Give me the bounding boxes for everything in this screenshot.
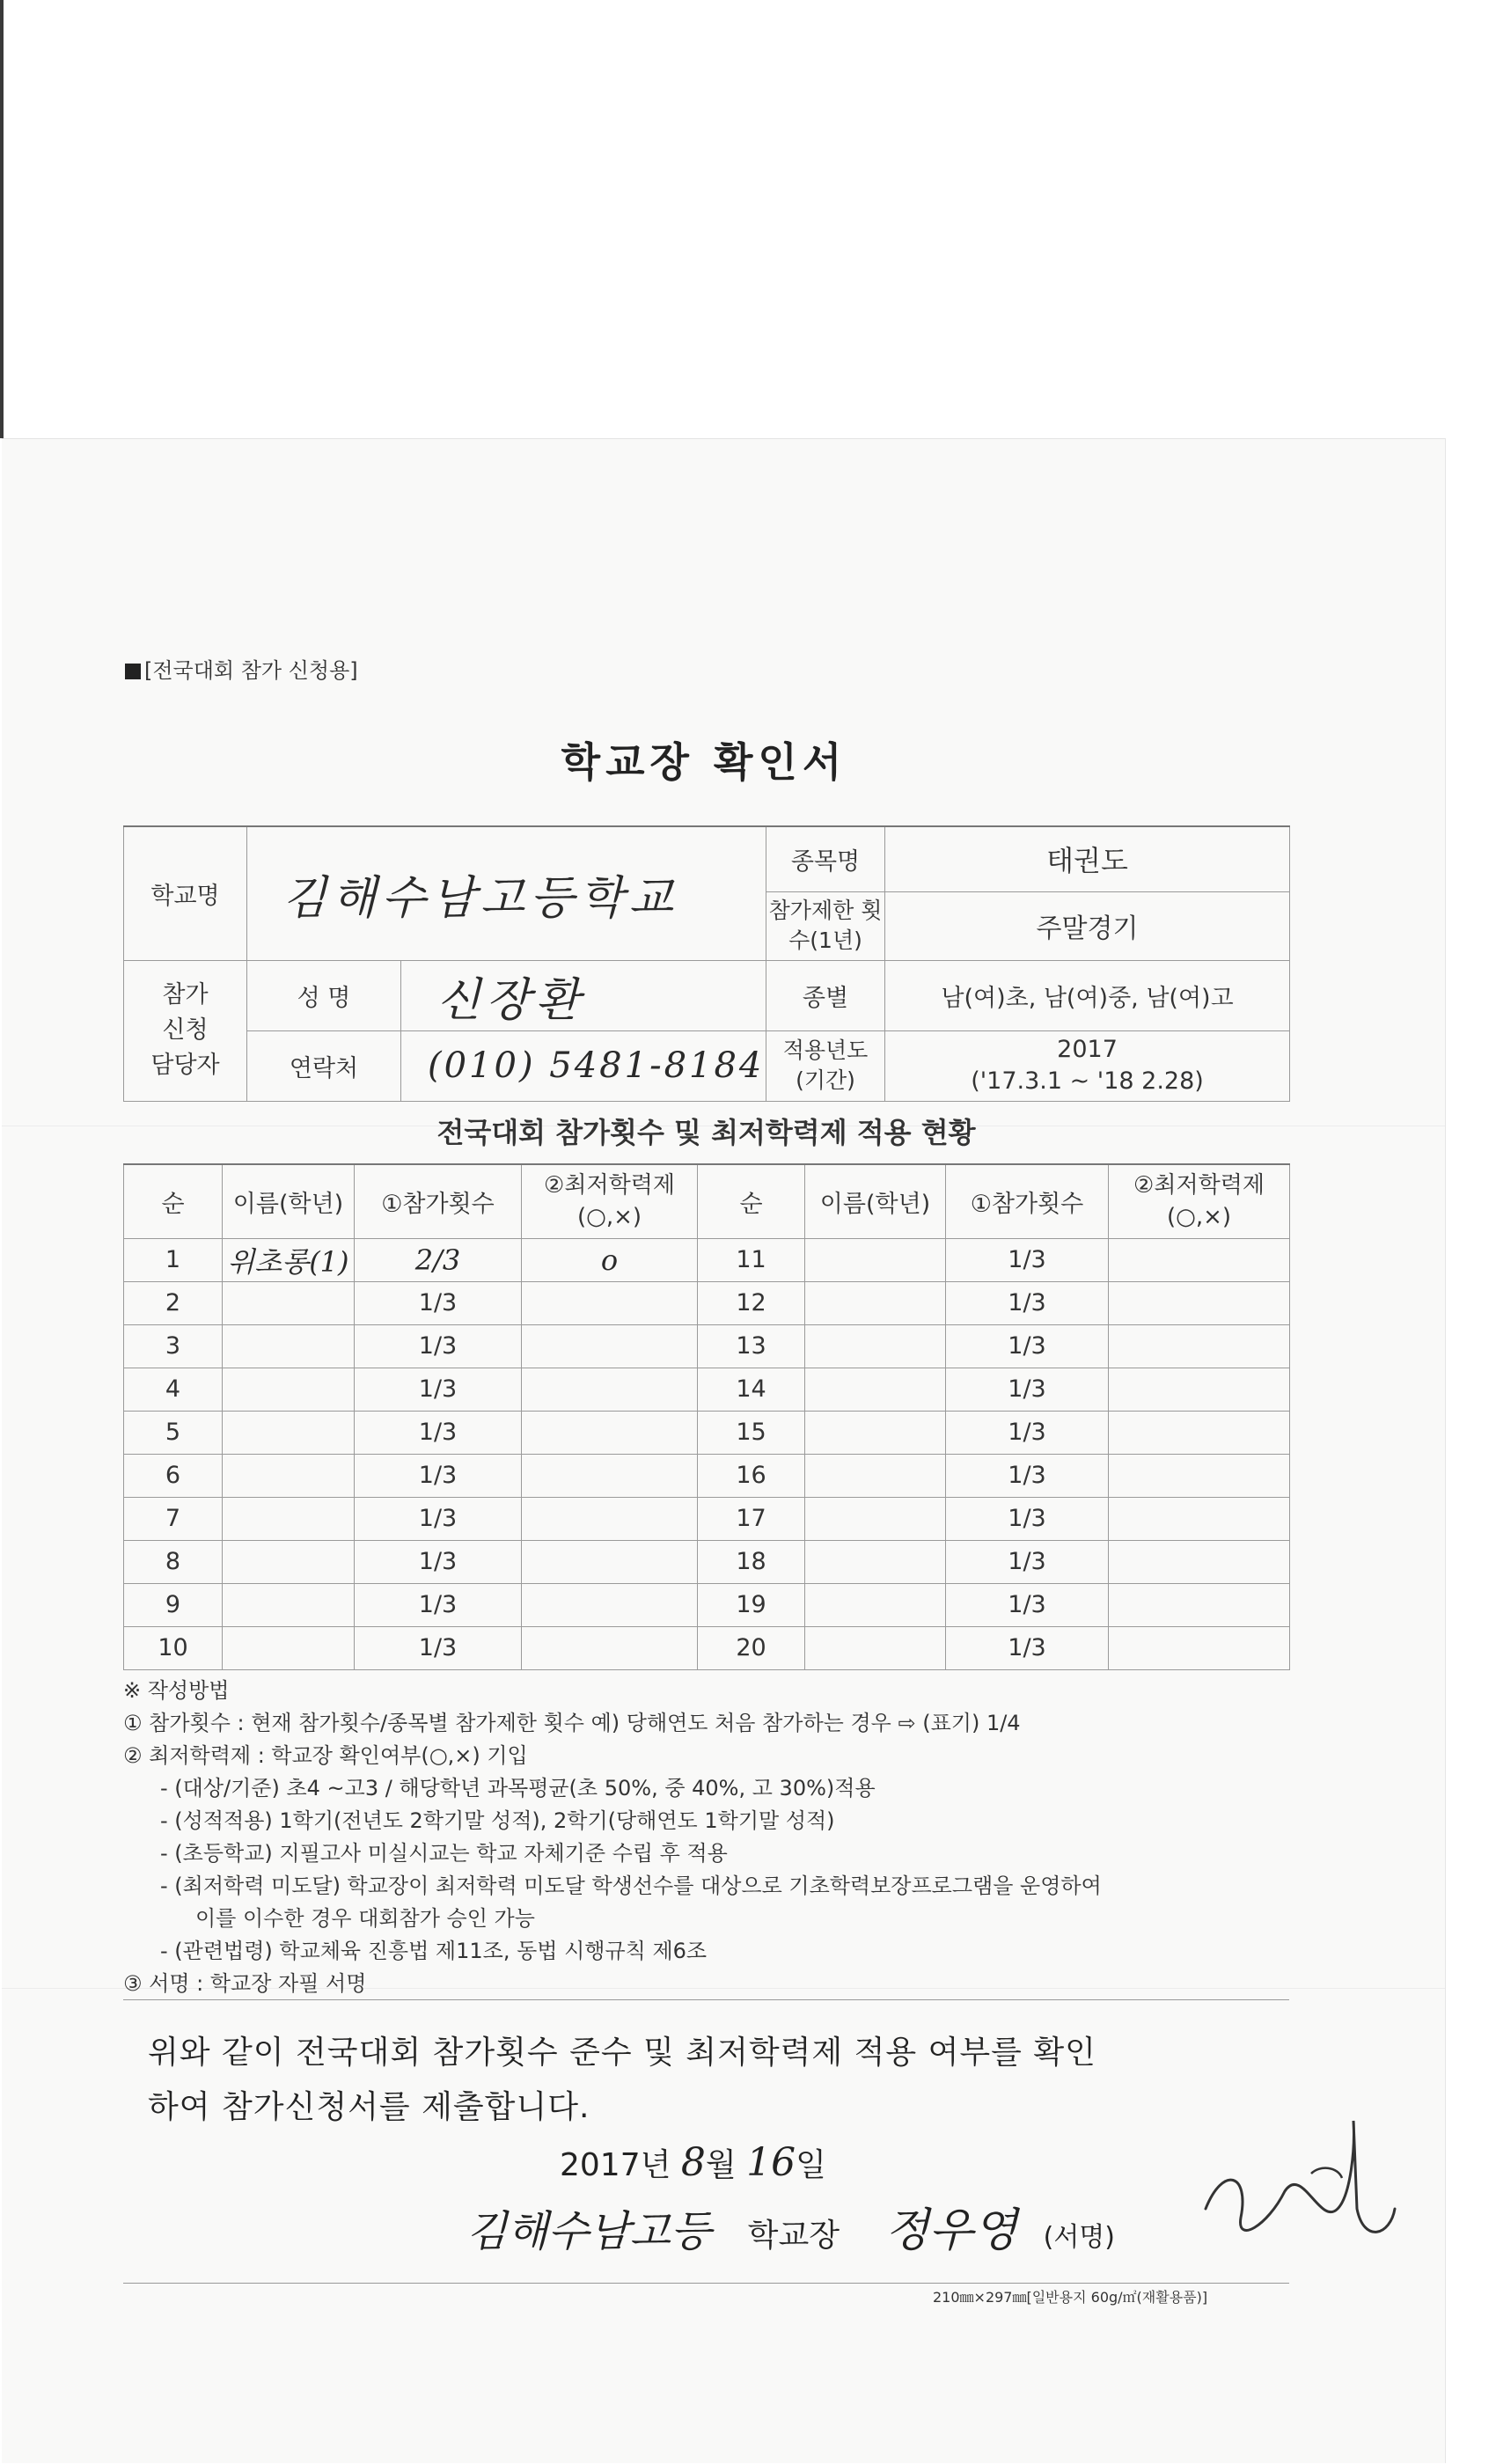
row-count: 1/3 — [355, 1454, 522, 1497]
row-name — [223, 1540, 355, 1583]
row-count: 1/3 — [946, 1454, 1109, 1497]
note-item: ③ 서명 : 학교장 자필 서명 — [123, 1971, 367, 1996]
row-name — [805, 1583, 946, 1626]
row-name — [223, 1281, 355, 1324]
row-no: 19 — [698, 1583, 805, 1626]
row-no: 16 — [698, 1454, 805, 1497]
row-min — [522, 1583, 698, 1626]
row-min — [522, 1281, 698, 1324]
row-no: 8 — [124, 1540, 223, 1583]
row-count: 1/3 — [946, 1368, 1109, 1411]
row-min — [522, 1540, 698, 1583]
row-no: 3 — [124, 1324, 223, 1368]
row-min — [522, 1454, 698, 1497]
table-row — [124, 1281, 1290, 1324]
row-name — [805, 1626, 946, 1669]
principal-role: 학교장 — [747, 2218, 840, 2254]
row-min — [522, 1497, 698, 1540]
signing-school: 김해수남고등 — [466, 2207, 712, 2256]
row-min: o — [522, 1238, 698, 1281]
row-count: 2/3 — [355, 1238, 522, 1281]
row-no: 7 — [124, 1497, 223, 1540]
row-count: 1/3 — [946, 1540, 1109, 1583]
row-min — [1109, 1368, 1290, 1411]
table-row — [124, 1411, 1290, 1454]
row-count: 1/3 — [946, 1324, 1109, 1368]
row-count: 1/3 — [946, 1238, 1109, 1281]
header-no: 순 — [698, 1164, 805, 1238]
row-no: 9 — [124, 1583, 223, 1626]
row-name — [223, 1626, 355, 1669]
note-item: - (성적적용) 1학기(전년도 2학기말 성적), 2학기(당해연도 1학기말 성적) — [160, 1808, 835, 1833]
status-table — [123, 1163, 1290, 1670]
gender-value: 남(여)초, 남(여)중, 남(여)고 — [885, 960, 1290, 1030]
contact-label: 연락처 — [247, 1030, 401, 1101]
paper-spec: 210㎜×297㎜[일반용지 60g/㎡(재활용품)] — [933, 2289, 1208, 2306]
row-count: 1/3 — [946, 1411, 1109, 1454]
contact-value: (010) 5481-8184 — [401, 1030, 766, 1101]
row-count: 1/3 — [946, 1497, 1109, 1540]
school-label: 학교명 — [124, 826, 247, 960]
status-title: 전국대회 참가횟수 및 최저학력제 적용 현황 — [436, 1116, 976, 1149]
header-min: ②최저학력제 (○,×) — [1109, 1164, 1290, 1238]
date-year: 2017년 — [560, 2147, 671, 2183]
header-no: 순 — [124, 1164, 223, 1238]
row-name — [223, 1411, 355, 1454]
date-month: 8 — [680, 2140, 706, 2185]
table-row — [124, 1583, 1290, 1626]
table-row — [124, 1324, 1290, 1368]
header-name: 이름(학년) — [805, 1164, 946, 1238]
note-item: ② 최저학력제 : 학교장 확인여부(○,×) 기입 — [123, 1743, 528, 1768]
signature-label: (서명) — [1043, 2222, 1115, 2253]
date-month-unit: 월 — [705, 2147, 737, 2183]
date-day: 16 — [746, 2140, 796, 2185]
note-item: - (관련법령) 학교체육 진흥법 제11조, 동법 시행규칙 제6조 — [160, 1939, 708, 1963]
limit-value: 주말경기 — [885, 891, 1290, 960]
header-count: ①참가횟수 — [946, 1164, 1109, 1238]
row-count: 1/3 — [946, 1583, 1109, 1626]
header-min: ②최저학력제 (○,×) — [522, 1164, 698, 1238]
period-value — [885, 1030, 1290, 1101]
row-min — [1109, 1583, 1290, 1626]
row-min — [1109, 1497, 1290, 1540]
row-count: 1/3 — [355, 1497, 522, 1540]
period-year: 2017 — [1057, 1036, 1118, 1063]
row-name: 위초롱(1) — [223, 1238, 355, 1281]
row-no: 13 — [698, 1324, 805, 1368]
divider — [123, 1999, 1289, 2000]
row-name — [223, 1454, 355, 1497]
sport-label: 종목명 — [766, 826, 885, 891]
note-item: 이를 이수한 경우 대회참가 승인 가능 — [195, 1906, 535, 1931]
header-count: ①참가횟수 — [355, 1164, 522, 1238]
row-name — [805, 1540, 946, 1583]
signing-date — [560, 2140, 826, 2185]
form-tag: [전국대회 참가 신청용] — [125, 653, 358, 684]
row-count: 1/3 — [355, 1281, 522, 1324]
row-no: 12 — [698, 1281, 805, 1324]
header-name: 이름(학년) — [223, 1164, 355, 1238]
principal-signature-line — [466, 2193, 1115, 2259]
row-no: 15 — [698, 1411, 805, 1454]
scan-edge — [0, 0, 4, 438]
status-header-row — [124, 1164, 1290, 1238]
statement-line: 하여 참가신청서를 제출합니다. — [148, 2089, 590, 2125]
row-no: 5 — [124, 1411, 223, 1454]
row-min — [1109, 1626, 1290, 1669]
note-item: ① 참가횟수 : 현재 참가횟수/종목별 참가제한 횟수 예) 당해연도 처음 참가하는 경우 ⇨ (표기) 1/4 — [123, 1711, 1021, 1735]
square-bullet-icon — [125, 664, 141, 679]
row-count: 1/3 — [946, 1281, 1109, 1324]
statement-line: 위와 같이 전국대회 참가횟수 준수 및 최저학력제 적용 여부를 확인 — [148, 2035, 1096, 2071]
table-row — [124, 1497, 1290, 1540]
row-min — [1109, 1324, 1290, 1368]
table-row — [124, 1368, 1290, 1411]
document-title: 학교장 확인서 — [561, 738, 847, 786]
row-count: 1/3 — [355, 1368, 522, 1411]
sport-value: 태권도 — [885, 826, 1290, 891]
row-name — [805, 1368, 946, 1411]
row-count: 1/3 — [355, 1540, 522, 1583]
table-row — [124, 1540, 1290, 1583]
table-row — [124, 1238, 1290, 1281]
row-no: 10 — [124, 1626, 223, 1669]
row-name — [805, 1281, 946, 1324]
row-min — [1109, 1281, 1290, 1324]
row-min — [1109, 1238, 1290, 1281]
row-no: 18 — [698, 1540, 805, 1583]
note-item: - (초등학교) 지필고사 미실시교는 학교 자체기준 수립 후 적용 — [160, 1841, 728, 1866]
period-label: 적용년도 (기간) — [766, 1030, 885, 1101]
instructions-heading: ※ 작성방법 — [123, 1678, 230, 1703]
row-name — [805, 1238, 946, 1281]
row-count: 1/3 — [355, 1583, 522, 1626]
row-name — [805, 1497, 946, 1540]
note-item: - (최저학력 미도달) 학교장이 최저학력 미도달 학생선수를 대상으로 기초학력보장프로그램을 운영하여 — [160, 1874, 1102, 1898]
row-no: 17 — [698, 1497, 805, 1540]
row-count: 1/3 — [946, 1626, 1109, 1669]
row-min — [1109, 1540, 1290, 1583]
row-no: 2 — [124, 1281, 223, 1324]
row-count: 1/3 — [355, 1324, 522, 1368]
row-min — [1109, 1411, 1290, 1454]
row-min — [522, 1411, 698, 1454]
limit-label: 참가제한 횟수(1년) — [766, 891, 885, 960]
principal-name: 정우영 — [884, 2204, 1018, 2257]
row-name — [223, 1497, 355, 1540]
row-name — [223, 1583, 355, 1626]
row-no: 11 — [698, 1238, 805, 1281]
confirmation-statement — [148, 2026, 1292, 2135]
row-name — [805, 1324, 946, 1368]
row-count: 1/3 — [355, 1411, 522, 1454]
row-min — [522, 1324, 698, 1368]
divider — [123, 2283, 1289, 2284]
name-label: 성 명 — [247, 960, 401, 1030]
row-no: 14 — [698, 1368, 805, 1411]
table-row — [124, 1454, 1290, 1497]
row-name — [223, 1368, 355, 1411]
date-day-unit: 일 — [796, 2147, 826, 2183]
row-min — [522, 1368, 698, 1411]
note-item: - (대상/기준) 초4 ~고3 / 해당학년 과목평균(초 50%, 중 40%, 고 30%)적용 — [160, 1776, 876, 1800]
row-name — [223, 1324, 355, 1368]
row-min — [1109, 1454, 1290, 1497]
manager-name: 신장환 — [401, 960, 766, 1030]
row-no: 4 — [124, 1368, 223, 1411]
row-min — [522, 1626, 698, 1669]
period-range: ('17.3.1 ~ '18 2.28) — [971, 1067, 1204, 1095]
row-no: 6 — [124, 1454, 223, 1497]
school-name: 김해수남고등학교 — [247, 826, 766, 960]
row-name — [805, 1411, 946, 1454]
handwritten-signature-icon — [1188, 2112, 1408, 2270]
manager-label: 참가 신청 담당자 — [124, 960, 247, 1101]
info-table — [123, 825, 1290, 1102]
table-row — [124, 1626, 1290, 1669]
row-no: 1 — [124, 1238, 223, 1281]
gender-label: 종별 — [766, 960, 885, 1030]
row-count: 1/3 — [355, 1626, 522, 1669]
row-no: 20 — [698, 1626, 805, 1669]
row-name — [805, 1454, 946, 1497]
instructions — [123, 1675, 1294, 2000]
